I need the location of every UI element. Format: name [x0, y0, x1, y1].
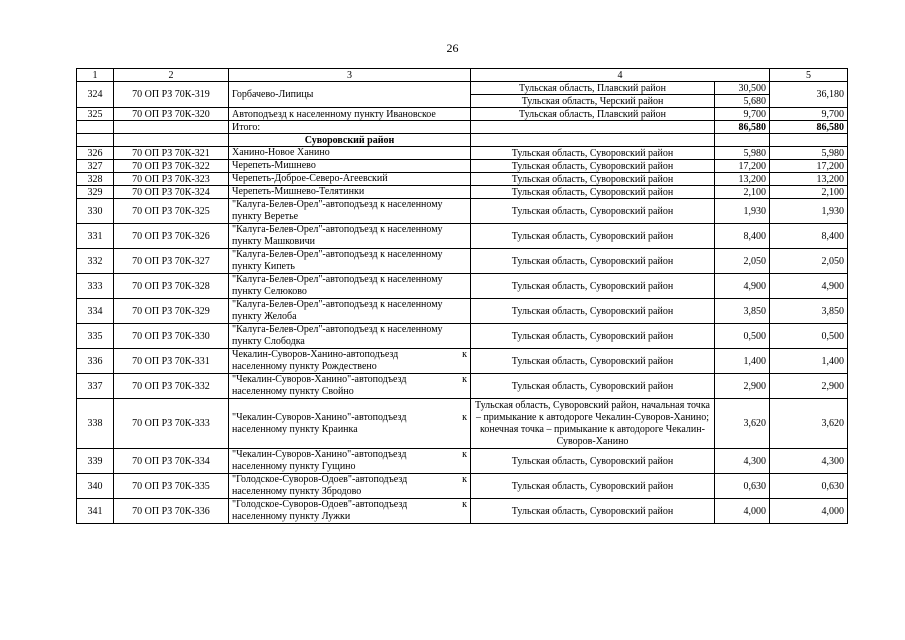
row-number: 327	[77, 160, 114, 173]
region-cell: Тульская область, Суворовский район	[471, 499, 715, 524]
road-name-line-2: пункту Селюково	[232, 286, 307, 297]
total-length: 1,930	[770, 199, 848, 224]
road-name-line-2: пункту Машковичи	[232, 236, 316, 247]
length-cell: 4,000	[715, 499, 770, 524]
row-number: 330	[77, 199, 114, 224]
row-number: 329	[77, 186, 114, 199]
table-row	[77, 160, 848, 173]
length-cell: 5,680	[715, 95, 770, 108]
road-code: 70 ОП РЗ 70К-323	[114, 173, 229, 186]
table-row	[77, 82, 848, 95]
total-length-sum: 86,580	[715, 121, 770, 134]
length-cell: 30,500	[715, 82, 770, 95]
total-length: 3,850	[770, 299, 848, 324]
length-cell: 3,850	[715, 299, 770, 324]
length-cell: 0,500	[715, 324, 770, 349]
road-name-line-1: "Калуга-Белев-Орел"-автоподъезд к населенному	[232, 299, 443, 310]
road-name-line-1: Черепеть-Доброе-Северо-Агеевский	[232, 173, 388, 184]
road-name-line-1: Черепеть-Мишнево-Телятинки	[232, 186, 365, 197]
header-col-4: 4	[471, 69, 770, 82]
road-code: 70 ОП РЗ 70К-336	[114, 499, 229, 524]
road-name-preposition: к	[462, 474, 467, 485]
table-row	[77, 474, 848, 499]
header-row	[77, 69, 848, 82]
table-row	[77, 299, 848, 324]
total-length: 0,500	[770, 324, 848, 349]
table-row	[77, 399, 848, 449]
total-length: 2,050	[770, 249, 848, 274]
row-number: 324	[77, 82, 114, 108]
row-number: 337	[77, 374, 114, 399]
region-cell: Тульская область, Суворовский район	[471, 474, 715, 499]
roads-table	[76, 68, 848, 524]
road-name-line-1: Черепеть-Мишнево	[232, 160, 316, 171]
total-length: 5,980	[770, 147, 848, 160]
region-cell: Тульская область, Плавский район	[471, 82, 715, 95]
total-length: 13,200	[770, 173, 848, 186]
road-name	[229, 147, 471, 160]
road-code: 70 ОП РЗ 70К-322	[114, 160, 229, 173]
district-heading-row	[77, 134, 848, 147]
region-cell: Тульская область, Суворовский район	[471, 249, 715, 274]
region-cell: Тульская область, Суворовский район	[471, 299, 715, 324]
table-row	[77, 449, 848, 474]
total-length: 2,100	[770, 186, 848, 199]
road-code: 70 ОП РЗ 70К-324	[114, 186, 229, 199]
road-name	[229, 173, 471, 186]
length-cell: 8,400	[715, 224, 770, 249]
road-name: Горбачево-Липицы	[229, 82, 471, 108]
total-sum: 86,580	[770, 121, 848, 134]
row-number: 335	[77, 324, 114, 349]
road-name-line-1: "Калуга-Белев-Орел"-автоподъезд к населенному	[232, 224, 443, 235]
total-length: 3,620	[770, 399, 848, 449]
road-code: 70 ОП РЗ 70К-335	[114, 474, 229, 499]
region-cell: Тульская область, Суворовский район	[471, 324, 715, 349]
road-name-line-1: к "Чекалин-Суворов-Ханино"-автоподъезд	[232, 411, 467, 423]
road-name-line-2: пункту Веретье	[232, 211, 299, 222]
region-cell: Тульская область, Суворовский район	[471, 186, 715, 199]
table-row	[77, 324, 848, 349]
total-length: 9,700	[770, 108, 848, 121]
road-code: 70 ОП РЗ 70К-326	[114, 224, 229, 249]
road-name-preposition: к	[462, 349, 467, 360]
road-name-line-1: к "Голодское-Суворов-Одоев"-автоподъезд	[232, 474, 467, 485]
road-name-line-1: к "Чекалин-Суворов-Ханино"-автоподъезд	[232, 374, 467, 385]
header-col-2: 2	[114, 69, 229, 82]
header-col-1: 1	[77, 69, 114, 82]
region-cell: Тульская область, Суворовский район	[471, 224, 715, 249]
road-name-preposition: к	[462, 499, 467, 510]
row-number: 325	[77, 108, 114, 121]
road-name-preposition: к	[462, 411, 467, 423]
road-name-line-2: населенному пункту Збродово	[232, 486, 362, 497]
road-name: Автоподъезд к населенному пункту Ивановское	[229, 108, 471, 121]
road-code: 70 ОП РЗ 70К-330	[114, 324, 229, 349]
road-name-line-2: населенному пункту Рождествено	[232, 361, 377, 372]
road-name-line-1: "Калуга-Белев-Орел"-автоподъезд к населенному	[232, 249, 443, 260]
road-code: 70 ОП РЗ 70К-333	[114, 399, 229, 449]
row-number: 341	[77, 499, 114, 524]
page-number: 26	[446, 41, 459, 55]
road-name-line-2: населенному пункту Гущино	[232, 461, 356, 472]
row-number: 339	[77, 449, 114, 474]
road-name	[229, 199, 471, 224]
total-length: 36,180	[770, 82, 848, 108]
road-name-line-2: пункту Кипеть	[232, 261, 295, 272]
table-row	[77, 108, 848, 121]
region-cell: Тульская область, Суворовский район	[471, 274, 715, 299]
road-code: 70 ОП РЗ 70К-327	[114, 249, 229, 274]
road-name-preposition: к	[462, 374, 467, 385]
total-length: 1,400	[770, 349, 848, 374]
road-name	[229, 474, 471, 499]
road-name-line-1: "Калуга-Белев-Орел"-автоподъезд к населенному	[232, 274, 443, 285]
road-name-line-2: пункту Желоба	[232, 311, 297, 322]
road-name	[229, 299, 471, 324]
region-cell: Тульская область, Суворовский район	[471, 173, 715, 186]
road-code: 70 ОП РЗ 70К-320	[114, 108, 229, 121]
road-name	[229, 249, 471, 274]
district-heading: Суворовский район	[229, 134, 471, 147]
region-cell: Тульская область, Суворовский район	[471, 374, 715, 399]
road-name-preposition: к	[462, 449, 467, 460]
road-name-line-2: населенному пункту Свойно	[232, 386, 354, 397]
row-number: 331	[77, 224, 114, 249]
region-cell: Тульская область, Суворовский район	[471, 199, 715, 224]
total-length: 4,300	[770, 449, 848, 474]
road-code: 70 ОП РЗ 70К-329	[114, 299, 229, 324]
table-row	[77, 186, 848, 199]
road-code: 70 ОП РЗ 70К-334	[114, 449, 229, 474]
region-cell: Тульская область, Суворовский район	[471, 160, 715, 173]
row-number: 340	[77, 474, 114, 499]
total-row	[77, 121, 848, 134]
total-length: 4,900	[770, 274, 848, 299]
length-cell: 4,900	[715, 274, 770, 299]
road-code: 70 ОП РЗ 70К-328	[114, 274, 229, 299]
total-length: 0,630	[770, 474, 848, 499]
region-cell: Тульская область, Черский район	[471, 95, 715, 108]
row-number: 328	[77, 173, 114, 186]
length-cell: 9,700	[715, 108, 770, 121]
header-col-5: 5	[770, 69, 848, 82]
table-row	[77, 199, 848, 224]
row-number: 333	[77, 274, 114, 299]
road-name	[229, 499, 471, 524]
length-cell: 2,900	[715, 374, 770, 399]
length-cell: 0,630	[715, 474, 770, 499]
road-name-line-1: к "Голодское-Суворов-Одоев"-автоподъезд	[232, 499, 467, 510]
length-cell: 17,200	[715, 160, 770, 173]
road-code: 70 ОП РЗ 70К-319	[114, 82, 229, 108]
road-code: 70 ОП РЗ 70К-332	[114, 374, 229, 399]
region-cell: Тульская область, Суворовский район	[471, 349, 715, 374]
length-cell: 13,200	[715, 173, 770, 186]
road-name-line-2: населенному пункту Лужки	[232, 511, 351, 522]
row-number: 326	[77, 147, 114, 160]
length-cell: 3,620	[715, 399, 770, 449]
road-name	[229, 274, 471, 299]
region-cell: Тульская область, Суворовский район, начальная точка – примыкание к автодороге Чекалин-Суворов-Ханино; конечная точка – примыкание к автодороге Чекалин-Суворов-Ханино	[471, 399, 715, 449]
road-code: 70 ОП РЗ 70К-321	[114, 147, 229, 160]
road-code: 70 ОП РЗ 70К-331	[114, 349, 229, 374]
road-name	[229, 349, 471, 374]
region-cell: Тульская область, Суворовский район	[471, 449, 715, 474]
road-name-line-1: "Калуга-Белев-Орел"-автоподъезд к населенному	[232, 199, 443, 210]
length-cell: 2,050	[715, 249, 770, 274]
row-number: 336	[77, 349, 114, 374]
length-cell: 1,400	[715, 349, 770, 374]
table-row	[77, 147, 848, 160]
total-label: Итого:	[229, 121, 471, 134]
road-name-line-1: к "Чекалин-Суворов-Ханино"-автоподъезд	[232, 449, 467, 460]
table-row	[77, 349, 848, 374]
total-length: 17,200	[770, 160, 848, 173]
total-length: 8,400	[770, 224, 848, 249]
road-name-line-1: "Калуга-Белев-Орел"-автоподъезд к населенному	[232, 324, 443, 335]
table-row	[77, 173, 848, 186]
region-cell: Тульская область, Суворовский район	[471, 147, 715, 160]
total-length: 4,000	[770, 499, 848, 524]
road-name-line-1: к Чекалин-Суворов-Ханино-автоподъезд	[232, 349, 467, 360]
header-col-3: 3	[229, 69, 471, 82]
row-number: 334	[77, 299, 114, 324]
region-cell: Тульская область, Плавский район	[471, 108, 715, 121]
road-name	[229, 160, 471, 173]
table-row	[77, 249, 848, 274]
road-name	[229, 324, 471, 349]
road-name	[229, 186, 471, 199]
length-cell: 5,980	[715, 147, 770, 160]
total-length: 2,900	[770, 374, 848, 399]
road-name-line-1: Ханино-Новое Ханино	[232, 147, 330, 158]
road-code: 70 ОП РЗ 70К-325	[114, 199, 229, 224]
row-number: 332	[77, 249, 114, 274]
road-name	[229, 399, 471, 449]
row-number: 338	[77, 399, 114, 449]
road-name	[229, 224, 471, 249]
table-row	[77, 224, 848, 249]
table-row	[77, 374, 848, 399]
length-cell: 1,930	[715, 199, 770, 224]
road-name	[229, 374, 471, 399]
road-name-line-2: пункту Слободка	[232, 336, 305, 347]
table-row	[77, 499, 848, 524]
road-name-line-2: населенному пункту Краинка	[232, 423, 358, 435]
length-cell: 4,300	[715, 449, 770, 474]
table-row	[77, 274, 848, 299]
road-name	[229, 449, 471, 474]
length-cell: 2,100	[715, 186, 770, 199]
